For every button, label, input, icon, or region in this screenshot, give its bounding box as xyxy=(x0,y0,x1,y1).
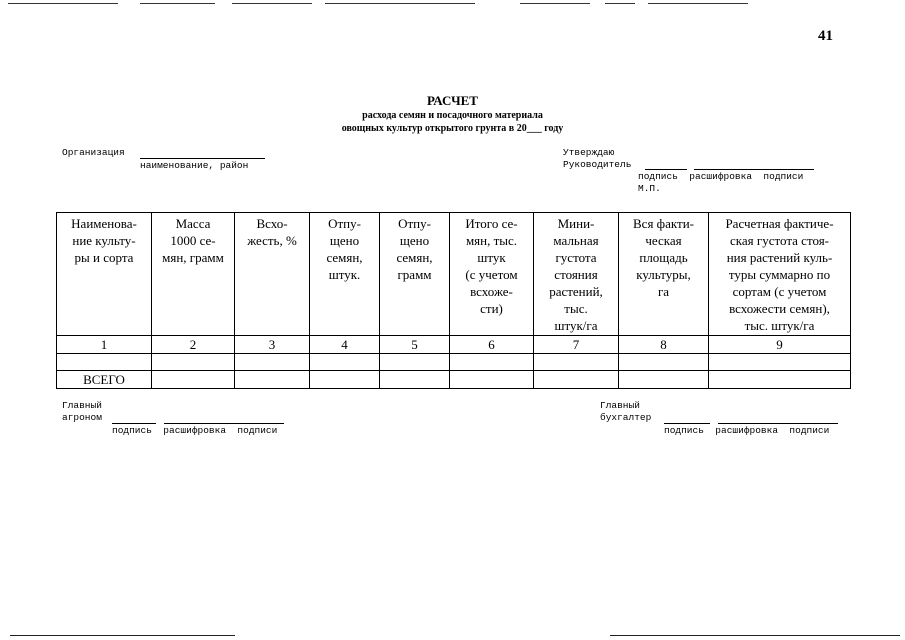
scan-line-7 xyxy=(648,3,748,4)
total-label: ВСЕГО xyxy=(57,371,152,389)
table-cell[interactable] xyxy=(709,371,851,389)
head-signature-line xyxy=(645,169,687,170)
table-cell[interactable] xyxy=(450,354,534,371)
scan-line-1 xyxy=(8,3,118,4)
head-label: Руководитель xyxy=(563,159,632,170)
stamp-label: М.П. xyxy=(638,183,661,194)
agronomist-signature-line xyxy=(112,423,156,424)
table-cell[interactable] xyxy=(152,371,235,389)
table-cell[interactable] xyxy=(310,371,380,389)
organization-caption: наименование, район xyxy=(140,160,249,171)
column-number: 4 xyxy=(310,336,380,354)
chief-agronomist-label-2: агроном xyxy=(62,412,102,423)
document-subtitle-1: расхода семян и посадочного материала xyxy=(362,110,543,121)
accountant-signature-line xyxy=(664,423,710,424)
header-issued-pieces: Отпу- щено семян, штук. xyxy=(310,213,380,336)
approve-label: Утверждаю xyxy=(563,147,615,158)
organization-field-line xyxy=(140,158,265,159)
header-crop-variety: Наименова- ние культу- ры и сорта xyxy=(57,213,152,336)
table-cell[interactable] xyxy=(57,354,152,371)
header-seed-mass: Масса 1000 се- мян, грамм xyxy=(152,213,235,336)
column-number: 6 xyxy=(450,336,534,354)
table-cell[interactable] xyxy=(235,354,310,371)
table-row-empty xyxy=(57,354,851,371)
page-number: 41 xyxy=(818,28,833,44)
table-cell[interactable] xyxy=(534,371,619,389)
table-header-row xyxy=(57,213,851,336)
head-sign-caption: подпись расшифровка подписи xyxy=(638,171,804,182)
table-cell[interactable] xyxy=(619,354,709,371)
column-number: 2 xyxy=(152,336,235,354)
table-cell[interactable] xyxy=(619,371,709,389)
chief-accountant-label-2: бухгалтер xyxy=(600,412,652,423)
table-cell[interactable] xyxy=(310,354,380,371)
chief-agronomist-label-1: Главный xyxy=(62,400,102,411)
table-cell[interactable] xyxy=(709,354,851,371)
column-number: 7 xyxy=(534,336,619,354)
agronomist-sign-caption: подпись расшифровка подписи xyxy=(112,425,278,436)
header-issued-grams: Отпу- щено семян, грамм xyxy=(380,213,450,336)
header-germination: Всхо- жесть, % xyxy=(235,213,310,336)
agronomist-name-line xyxy=(164,423,284,424)
table-cell[interactable] xyxy=(534,354,619,371)
accountant-name-line xyxy=(718,423,838,424)
column-number: 3 xyxy=(235,336,310,354)
table-cell[interactable] xyxy=(235,371,310,389)
scan-line-2 xyxy=(140,3,215,4)
bottom-scan-line-1 xyxy=(10,635,235,636)
seed-calculation-table xyxy=(56,212,851,389)
table-cell[interactable] xyxy=(152,354,235,371)
scan-line-6 xyxy=(605,3,635,4)
table-cell[interactable] xyxy=(380,354,450,371)
header-calculated-density: Расчетная фактиче- ская густота стоя- ния растений куль- туры суммарно по сортам (с учетом всхожести семян), тыс. штук/га xyxy=(709,213,851,336)
header-total-seeds: Итого се- мян, тыс. штук (с учетом всхоже- сти) xyxy=(450,213,534,336)
column-number: 5 xyxy=(380,336,450,354)
chief-accountant-label-1: Главный xyxy=(600,400,640,411)
scan-line-4 xyxy=(325,3,475,4)
table-cell[interactable] xyxy=(380,371,450,389)
head-name-line xyxy=(694,169,814,170)
organization-label: Организация xyxy=(62,147,125,158)
scan-line-5 xyxy=(520,3,590,4)
column-number: 8 xyxy=(619,336,709,354)
header-min-density: Мини- мальная густота стояния растений, тыс. штук/га xyxy=(534,213,619,336)
header-actual-area: Вся факти- ческая площадь культуры, га xyxy=(619,213,709,336)
document-title: РАСЧЕТ xyxy=(427,93,478,108)
document-subtitle-2: овощных культур открытого грунта в 20___ году xyxy=(341,123,564,134)
table-cell[interactable] xyxy=(450,371,534,389)
column-number: 9 xyxy=(709,336,851,354)
accountant-sign-caption: подпись расшифровка подписи xyxy=(664,425,830,436)
column-number-row xyxy=(57,336,851,354)
scan-line-3 xyxy=(232,3,312,4)
bottom-scan-line-2 xyxy=(610,635,900,636)
column-number: 1 xyxy=(57,336,152,354)
table-row-total xyxy=(57,371,851,389)
